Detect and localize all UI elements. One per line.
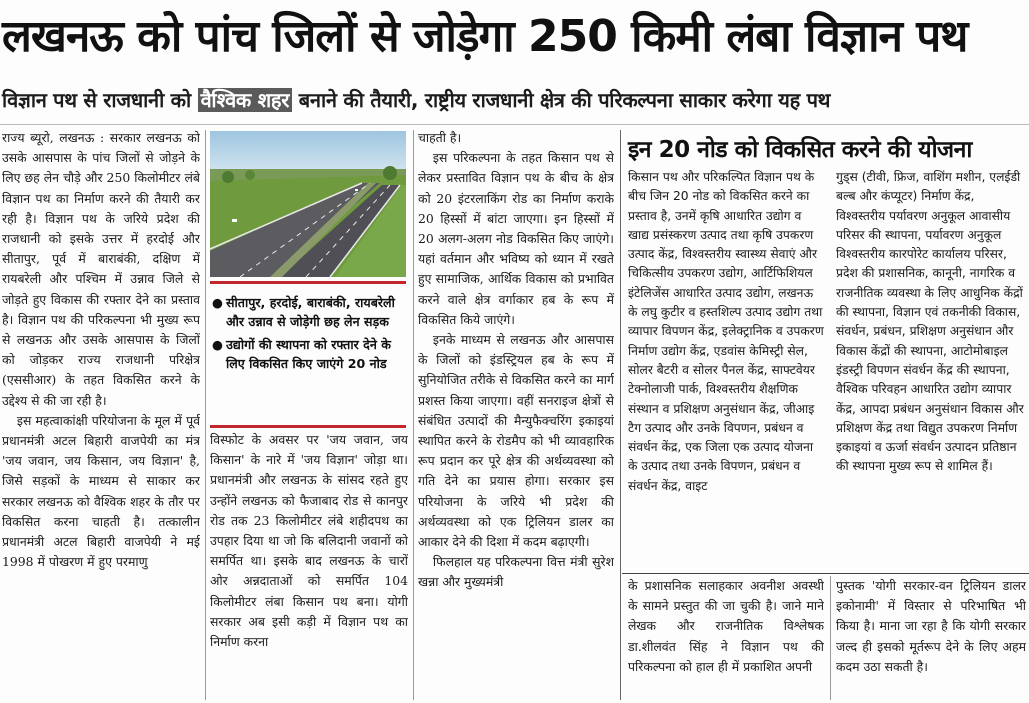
caption-rule-bottom	[210, 425, 406, 428]
bullet-text: उद्योगों की स्थापना को रफ्तार देने के लिए विकसित किए जाएंगे 20 नोड	[226, 337, 391, 371]
column-divider	[830, 576, 831, 700]
bullet-icon: ●	[212, 337, 223, 352]
subhead-after: बनाने की तैयारी, राष्ट्रीय राजधानी क्षेत्र की परिकल्पना साकार करेगा यह पथ	[292, 88, 831, 112]
bullet-icon: ●	[212, 295, 223, 310]
bullet-item	[212, 335, 408, 373]
paragraph: चाहती है।	[418, 130, 462, 145]
article-column-5	[836, 576, 1026, 700]
infobox-bottom-rule	[622, 573, 1029, 574]
article-column-1	[2, 128, 200, 700]
infobox-title: इन 20 नोड को विकसित करने की योजना	[628, 137, 972, 163]
bullet-text: सीतापुर, हरदोई, बाराबंकी, रायबरेली और उन्नाव से जोड़ेगी छह लेन सड़क	[226, 295, 395, 329]
subhead-highlight: वैश्विक शहर	[198, 88, 293, 112]
paragraph: इस महत्वाकांक्षी परियोजना के मूल में पूर्व प्रधानमंत्री अटल बिहारी वाजपेयी का मंत्र 'जय जवान, जय किसान, जय विज्ञान' है, जिसे सड़कों के माध्यम से साकार कर सरकार लखनऊ को वैश्विक शहर के तौर पर विकसित करना चाहती है। तत्कालीन प्रधानमंत्री अटल बिहारी वाजपेयी ने मई 1998 में पोखरण में हुए परमाणु	[2, 412, 200, 570]
paragraph: इनके माध्यम से लखनऊ और आसपास के जिलों को इंडस्ट्रियल हब के रूप में सुनियोजित तरीके से विकसित करने का मार्ग प्रशस्त किया जाएगा। वहीं सनराइज क्षेत्रों से संबंधित उत्पादों की मैन्युफैक्चरिंग इकाइयां स्थापित करने के रोडमैप को भी व्यावहारिक रूप प्रदान कर पूरे क्षेत्र की अर्थव्यवस्था को गति देने का प्रयास होगा। सरकार इस परियोजना के जरिये भी प्रदेश की अर्थव्यवस्था को एक ट्रिलियन डालर का आकार देने की दिशा में कदम बढ़ाएगी।	[418, 332, 614, 550]
infobox-column-left: किसान पथ और परिकल्पित विज्ञान पथ के बीच जिन 20 नोड को विकसित करने का प्रस्ताव है, उनमें कृषि आधारित उद्योग व खाद्य प्रसंस्करण उत्पाद तथा कृषि उपकरण उत्पाद केंद्र, विश्वस्तरीय स्वास्थ्य सेवाएं और चिकित्सीय उपकरण उद्योग, आर्टिफिशियल इंटेलिजेंस आधारित उत्पाद उद्योग, लखनऊ के लघु कुटीर व हस्तशिल्प उत्पाद उद्योग तथा व्यापार विपणन केंद्र, इलेक्ट्रानिक व उपकरण निर्माण उद्योग केंद्र, एडवांस केमिस्ट्री सेल, सोलर बैटरी व सोलर पैनल केंद्र, साफ्टवेयर टेक्नोलाजी पार्क, विश्वस्तरीय शैक्षणिक संस्थान व प्रशिक्षण अनुसंधान केंद्र, जीआइ टैग उत्पाद और उनके विपणन, प्रबंधन व संवर्धन केंद्र, एक जिला एक उत्पाद योजना के उत्पाद तथा उनके विपणन, प्रबंधन व संवर्धन केंद्र, वाइट	[628, 170, 824, 493]
article-column-4	[628, 576, 824, 700]
paragraph: इस परिकल्पना के तहत किसान पथ से लेकर प्रस्तावित विज्ञान पथ के बीच के क्षेत्र को 20 इंटरलाकिंग रोड का निर्माण कराके 20 हिस्सों में बांटा जाएगा। इन हिस्सों में 20 अलग-अलग नोड विकसित किए जाएंगे। यहां वर्तमान और भविष्य को ध्यान में रखते हुए सामाजिक, आर्थिक विकास को प्रभावित करने वाले क्षेत्र वर्गाकार हब के रूप में विकसित किये जाएंगे।	[418, 150, 614, 327]
highlight-bullets	[212, 293, 408, 377]
subhead-before: विज्ञान पथ से राजधानी को	[2, 88, 198, 112]
paragraph: राज्य ब्यूरो, लखनऊ : सरकार लखनऊ को उसके आसपास के पांच जिलों से जोड़ने के लिए छह लेन चौड़े और 250 किलोमीटर लंबे विज्ञान पथ का निर्माण करने की तैयारी कर रही है। विज्ञान पथ के जरिये प्रदेश की राजधानी को इसके उत्तर में हरदोई और सीतापुर, पूर्व में बाराबंकी, दक्षिण में रायबरेली और पश्चिम में उन्नाव जिले से जोड़ते हुए विकास की रफ्तार देने का प्रस्ताव है। विज्ञान पथ की परिकल्पना भी मुख्य रूप से लखनऊ और उसके आसपास के जिलों को जोड़कर राज्य राजधानी परिक्षेत्र (एससीआर) के तहत विकसित करने के उद्देश्य से की जा रही है।	[2, 130, 200, 408]
paragraph: फिलहाल यह परिकल्पना वित्त मंत्री सुरेश खन्ना और मुख्यमंत्री	[418, 554, 614, 590]
article-column-3	[418, 128, 614, 700]
caption-rule-top	[210, 281, 406, 284]
divider-top	[0, 124, 1029, 125]
highway-photo	[210, 131, 406, 277]
column-divider	[413, 130, 414, 700]
infobox-column-right: गुड्स (टीवी, फ्रिज, वाशिंग मशीन, एलईडी बल्ब और कंप्यूटर) निर्माण केंद्र, विश्वस्तरीय पर्यावरण अनुकूल आवासीय परिसर की स्थापना, पर्यावरण अनुकूल विश्वस्तरीय कारपोरेट कार्यालय परिसर, प्रदेश की प्रशासनिक, कानूनी, नागरिक व राजनीतिक व्यवस्था के लिए आधुनिक केंद्रों की स्थापना, विज्ञान एवं तकनीकी विकास, संवर्धन, प्रबंधन, प्रशिक्षण अनुसंधान और विकास केंद्रों की स्थापना, आटोमोबाइल इंडस्ट्री विपणन संवर्धन केंद्र की स्थापना, वैश्विक परिवहन आधारित उद्योग व्यापार केंद्र, आपदा प्रबंधन अनुसंधान विकास और प्रशिक्षण केंद्र तथा विद्युत उपकरण निर्माण इकाइयां व ऊर्जा संवर्धन उत्पादन प्रतिष्ठान की स्थापना मुख्य रूप से शामिल हैं।	[836, 170, 1024, 474]
paragraph: पुस्तक 'योगी सरकार-वन ट्रिलियन डालर इकोनामी' में विस्तार से परिभाषित भी किया है। माना जा रहा है कि योगी सरकार जल्द ही इसको मूर्तरूप देने के लिए अहम कदम उठा सकती है।	[836, 578, 1026, 674]
column-divider	[620, 130, 621, 700]
subheadline	[2, 78, 1027, 122]
bullet-item	[212, 293, 408, 331]
column-divider	[205, 130, 206, 700]
highway-image	[210, 131, 406, 277]
paragraph: विस्फोट के अवसर पर 'जय जवान, जय किसान' के नारे में 'जय विज्ञान' जोड़ा था। प्रधानमंत्री और लखनऊ के सांसद रहते हुए उन्होंने लखनऊ को फैजाबाद रोड से कानपुर रोड तक 23 किलोमीटर लंबे शहीदपथ का उपहार दिया था जो कि बलिदानी जवानों को समर्पित था। इसके बाद लखनऊ के चारों ओर अन्नदाताओं को समर्पित 104 किलोमीटर लंबा किसान पथ बना। योगी सरकार अब इसी कड़ी में विज्ञान पथ का निर्माण करना	[210, 432, 408, 650]
headline: लखनऊ को पांच जिलों से जोड़ेगा 250 किमी लंबा विज्ञान पथ	[2, 11, 968, 62]
article-column-2	[210, 430, 408, 700]
paragraph: के प्रशासनिक सलाहकार अवनीश अवस्थी के सामने प्रस्तुत की जा चुकी है। जाने माने लेखक और राजनीतिक विश्लेषक डा.शीलवंत सिंह ने विज्ञान पथ की परिकल्पना को हाल ही में प्रकाशित अपनी	[628, 578, 824, 674]
